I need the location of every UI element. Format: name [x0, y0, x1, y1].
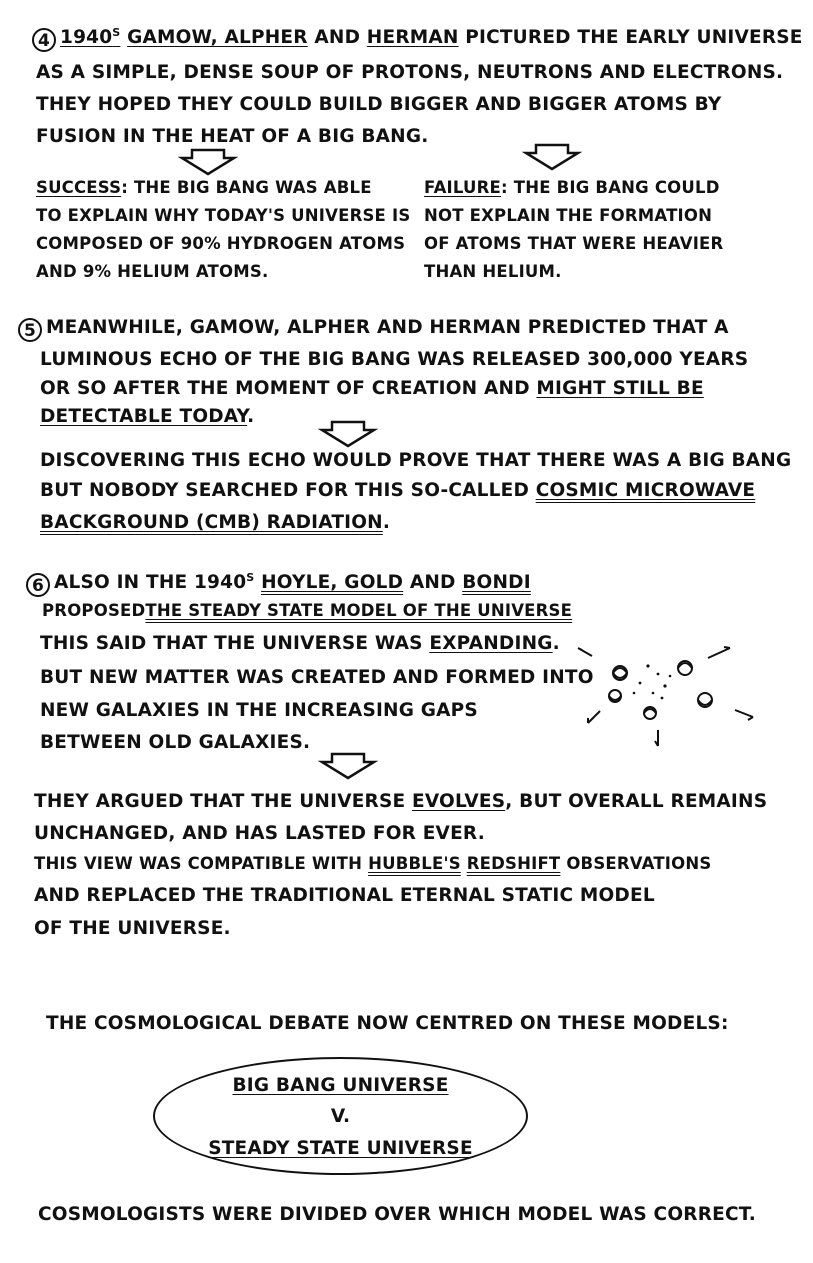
expanding-galaxies-icon	[570, 638, 760, 753]
section-6-line-1	[26, 572, 531, 597]
success-line-2: TO EXPLAIN WHY TODAY'S UNIVERSE IS	[36, 206, 411, 225]
section-5-line-4	[40, 408, 254, 427]
section-6-line-9	[34, 856, 711, 873]
down-arrow-icon	[318, 752, 378, 780]
section-6-text-3a: THIS SAID THAT THE UNIVERSE WAS	[40, 633, 423, 654]
and-word: AND	[409, 572, 456, 594]
redshift: REDSHIFT	[466, 854, 561, 873]
detectable-today: DETECTABLE TODAY	[40, 406, 248, 427]
decade-1940s	[60, 27, 120, 48]
period: .	[552, 633, 560, 654]
section-5-text-1: MEANWHILE, GAMOW, ALPHER AND HERMAN PREDICTED THAT A	[46, 317, 729, 338]
section-6-line-5: NEW GALAXIES IN THE INCREASING GAPS	[40, 700, 478, 721]
hoyle-gold: HOYLE, GOLD	[261, 572, 404, 594]
down-arrow-icon	[178, 148, 238, 176]
success-text-1: : THE BIG BANG WAS ABLE	[121, 178, 372, 197]
proposed: PROPOSED	[42, 601, 146, 620]
section-5-line-6	[40, 482, 755, 501]
section-6-text-7c: , BUT OVERALL REMAINS	[505, 791, 768, 812]
big-bang-universe: BIG BANG UNIVERSE	[232, 1075, 449, 1096]
steady-state-model: THE STEADY STATE MODEL OF THE UNIVERSE	[145, 601, 573, 620]
section-5-line-5: DISCOVERING THIS ECHO WOULD PROVE THAT THERE WAS A BIG BANG	[40, 450, 792, 471]
cmb-radiation: BACKGROUND (CMB) RADIATION	[40, 512, 383, 533]
failure-line-2: NOT EXPLAIN THE FORMATION	[424, 206, 713, 225]
evolves: EVOLVES	[412, 791, 506, 812]
decade-text: 1940	[60, 27, 113, 49]
section-4-line-2: AS A SIMPLE, DENSE SOUP OF PROTONS, NEUTRONS AND ELECTRONS.	[36, 62, 784, 83]
decade-sup: S	[112, 26, 121, 39]
failure-line-3: OF ATOMS THAT WERE HEAVIER	[424, 234, 724, 253]
expanding: EXPANDING	[429, 633, 553, 654]
section-6-line-11: OF THE UNIVERSE.	[34, 918, 231, 939]
success-line-1	[36, 180, 372, 197]
period: .	[247, 406, 255, 427]
section-6-number: 6	[26, 573, 50, 597]
versus: V.	[330, 1106, 351, 1127]
section-6-line-4: BUT NEW MATTER WAS CREATED AND FORMED INTO	[40, 667, 594, 688]
line-1-rest: PICTURED THE EARLY UNIVERSE	[465, 27, 803, 49]
section-6-text-9a: THIS VIEW WAS COMPATIBLE WITH	[34, 854, 363, 873]
section-5-line-1	[18, 318, 729, 342]
failure-line-4: THAN HELIUM.	[424, 262, 562, 281]
debate-conclusion: COSMOLOGISTS WERE DIVIDED OVER WHICH MODEL WAS CORRECT.	[38, 1204, 757, 1225]
section-6-text-1a: ALSO IN THE 1940	[54, 572, 247, 594]
success-line-4: AND 9% HELIUM ATOMS.	[36, 262, 269, 281]
section-6-line-2	[42, 603, 572, 620]
section-4-line-3: THEY HOPED THEY COULD BUILD BIGGER AND BIGGER ATOMS BY	[36, 94, 722, 115]
section-4-line-1	[32, 27, 803, 52]
section-5-text-6a: BUT NOBODY SEARCHED FOR THIS SO-CALLED	[40, 480, 530, 501]
section-5-line-3	[40, 380, 704, 399]
success-label: SUCCESS	[36, 178, 122, 197]
might-still-be: MIGHT STILL BE	[536, 378, 704, 399]
section-6-sup: S	[246, 571, 255, 584]
section-6-line-10: AND REPLACED THE TRADITIONAL ETERNAL STATIC MODEL	[34, 885, 655, 906]
period: .	[382, 512, 391, 533]
section-5-number: 5	[18, 318, 42, 342]
section-6-line-8: UNCHANGED, AND HAS LASTED FOR EVER.	[34, 823, 485, 844]
cosmic-microwave: COSMIC MICROWAVE	[535, 480, 756, 501]
down-arrow-icon	[318, 420, 378, 448]
failure-text-1: : THE BIG BANG COULD	[501, 178, 720, 197]
steady-state-universe: STEADY STATE UNIVERSE	[208, 1138, 473, 1159]
herman: HERMAN	[366, 27, 459, 49]
section-6-text-7a: THEY ARGUED THAT THE UNIVERSE	[34, 791, 406, 812]
section-4-line-4: FUSION IN THE HEAT OF A BIG BANG.	[36, 126, 429, 147]
observations: OBSERVATIONS	[566, 854, 712, 873]
and-word: AND	[314, 27, 361, 49]
down-arrow-icon	[522, 143, 582, 171]
section-5-text-3a: OR SO AFTER THE MOMENT OF CREATION AND	[40, 378, 530, 399]
gamow-alpher: GAMOW, ALPHER	[127, 27, 308, 49]
bondi: BONDI	[462, 572, 531, 594]
failure-label: FAILURE	[424, 178, 501, 197]
section-4-number: 4	[32, 28, 56, 52]
debate-intro: THE COSMOLOGICAL DEBATE NOW CENTRED ON THESE MODELS:	[46, 1013, 729, 1034]
model-steady-state	[153, 1140, 528, 1159]
section-6-line-7	[34, 793, 767, 812]
model-big-bang	[153, 1077, 528, 1096]
hubbles: HUBBLE'S	[368, 854, 461, 873]
section-6-line-3	[40, 635, 560, 654]
success-line-3: COMPOSED OF 90% HYDROGEN ATOMS	[36, 234, 406, 253]
section-6-line-6: BETWEEN OLD GALAXIES.	[40, 732, 311, 753]
section-5-line-2: LUMINOUS ECHO OF THE BIG BANG WAS RELEASED 300,000 YEARS	[40, 349, 749, 370]
failure-line-1	[424, 180, 720, 197]
section-5-line-7	[40, 514, 390, 533]
